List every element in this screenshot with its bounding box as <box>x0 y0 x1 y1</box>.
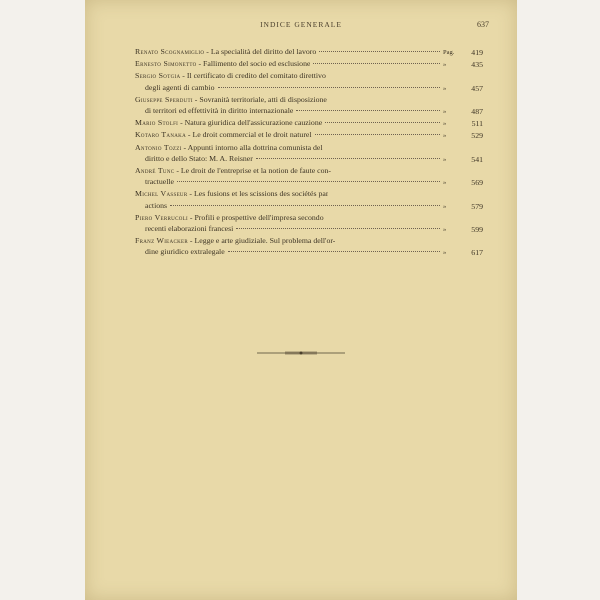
page-number: 637 <box>477 20 489 29</box>
toc-separator: - <box>192 94 200 104</box>
toc-entry-line <box>135 153 483 165</box>
toc-page-number: 511 <box>471 119 483 129</box>
toc-page-ref <box>443 177 483 188</box>
toc-author: Kotaro Tanaka <box>135 130 186 140</box>
toc-page-prefix: » <box>443 132 447 140</box>
table-of-contents <box>135 46 483 259</box>
dot-leader <box>170 205 440 206</box>
toc-title: La specialità del diritto del lavoro <box>210 47 317 56</box>
toc-page-ref <box>443 130 483 141</box>
toc-entry-heading <box>135 188 328 199</box>
toc-page-prefix: » <box>443 202 447 210</box>
toc-title: Le droit de l'entreprise et la notion de faute con- <box>180 166 332 176</box>
toc-page-ref <box>443 224 483 235</box>
toc-page-number: 435 <box>471 60 483 70</box>
toc-title-continuation: tractuelle <box>145 177 175 187</box>
toc-entry <box>135 94 483 117</box>
toc-entry-line <box>135 82 483 94</box>
toc-entry-line <box>135 46 483 58</box>
toc-separator: - <box>178 118 185 128</box>
dot-leader <box>313 63 440 64</box>
dot-leader <box>236 228 440 229</box>
toc-entry-line <box>135 165 483 176</box>
toc-entry-heading <box>135 117 322 128</box>
toc-entry <box>135 212 483 235</box>
toc-title: Profili e prospettive dell'impresa secondo <box>194 212 324 222</box>
dot-leader <box>256 158 440 159</box>
toc-separator: - <box>204 47 211 56</box>
toc-entry-line <box>135 94 483 105</box>
toc-entry-line <box>135 70 483 81</box>
toc-separator: - <box>196 59 204 69</box>
toc-page-number: 529 <box>471 131 483 141</box>
toc-entry <box>135 70 483 93</box>
toc-entry-line <box>135 200 483 212</box>
dot-leader <box>315 134 440 135</box>
toc-entry-line <box>135 58 483 70</box>
toc-author: Mario Stolfi <box>135 118 179 128</box>
toc-title-continuation: recenti elaborazioni francesi <box>145 224 234 234</box>
toc-separator: - <box>187 212 195 222</box>
toc-entry-heading <box>135 212 324 223</box>
toc-title: Natura giuridica dell'assicurazione cauzione <box>184 118 323 128</box>
toc-page-ref <box>443 118 483 129</box>
toc-title: Le droit commercial et le droit naturel <box>192 130 312 140</box>
toc-author: Michel Vasseur <box>135 189 188 199</box>
dot-leader <box>177 181 440 182</box>
toc-entry-heading <box>135 94 327 105</box>
toc-entry-line <box>135 117 483 129</box>
toc-title-continuation: actions <box>145 200 168 210</box>
running-title: INDICE GENERALE <box>260 20 342 29</box>
toc-author: Renato Scognamiglio <box>135 47 205 56</box>
toc-page-prefix: » <box>443 179 447 187</box>
toc-title-continuation: dine giuridico extralegale <box>145 247 225 257</box>
toc-page-prefix: » <box>443 108 447 116</box>
toc-page-ref <box>443 83 483 94</box>
dot-leader <box>228 251 440 252</box>
toc-entry-line <box>135 188 483 199</box>
book-page <box>85 0 517 600</box>
toc-entry-heading <box>135 46 316 57</box>
toc-page-number: 579 <box>471 201 483 211</box>
toc-entry <box>135 165 483 188</box>
toc-page-ref <box>443 201 483 212</box>
toc-separator: - <box>181 142 188 152</box>
toc-title: Les fusions et les scissions des sociétés par <box>193 189 329 199</box>
toc-page-number: 599 <box>471 225 483 235</box>
toc-separator: - <box>185 130 193 140</box>
toc-entry-line <box>135 223 483 235</box>
toc-page-prefix: » <box>443 155 447 163</box>
toc-title-continuation: degli agenti di cambio <box>145 82 215 92</box>
toc-page-prefix: Pag. <box>443 49 455 56</box>
toc-page-number: 541 <box>471 154 483 164</box>
toc-author: Antonio Tozzi <box>135 142 182 152</box>
toc-title: Appunti intorno alla dottrina comunista del <box>187 142 323 152</box>
toc-page-number: 617 <box>471 248 483 258</box>
toc-entry <box>135 46 483 58</box>
toc-author: André Tunc <box>135 166 175 176</box>
dot-leader <box>325 122 440 123</box>
toc-page-prefix: » <box>443 61 447 69</box>
toc-page-number: 419 <box>471 48 483 57</box>
toc-entry-heading <box>135 58 310 69</box>
toc-title: Legge e arte giudiziale. Sul problema dell'or- <box>194 236 336 246</box>
toc-page-ref <box>443 47 483 58</box>
toc-entry <box>135 142 483 165</box>
toc-entry-line <box>135 246 483 258</box>
toc-page-ref <box>443 154 483 165</box>
toc-title: Sovranità territoriale, atti di disposizione <box>199 94 327 104</box>
toc-entry <box>135 117 483 129</box>
toc-entry-line <box>135 129 483 141</box>
toc-entry-heading <box>135 70 326 81</box>
dot-leader <box>296 110 440 111</box>
toc-entry-heading <box>135 142 323 153</box>
toc-author: Giuseppe Sperduti <box>135 94 193 104</box>
toc-page-ref <box>443 247 483 258</box>
toc-page-prefix: » <box>443 249 447 257</box>
toc-entry-heading <box>135 129 312 140</box>
toc-entry <box>135 235 483 258</box>
toc-page-prefix: » <box>443 84 447 92</box>
toc-separator: - <box>187 236 195 246</box>
toc-page-prefix: » <box>443 120 447 128</box>
toc-entry <box>135 129 483 141</box>
toc-title: Il certificato di credito del comitato direttivo <box>186 71 326 81</box>
toc-separator: - <box>187 189 194 199</box>
toc-entry <box>135 188 483 211</box>
toc-title: Fallimento del socio ed esclusione <box>203 59 311 69</box>
toc-page-prefix: » <box>443 226 447 234</box>
toc-entry-line <box>135 176 483 188</box>
toc-entry-line <box>135 142 483 153</box>
toc-entry-line <box>135 212 483 223</box>
toc-page-ref <box>443 106 483 117</box>
toc-page-number: 457 <box>471 83 483 93</box>
toc-entry-heading <box>135 165 331 176</box>
toc-title-continuation: di territori ed effettività in diritto internazionale <box>145 106 294 116</box>
toc-entry <box>135 58 483 70</box>
toc-entry-line <box>135 235 483 246</box>
running-header <box>85 20 517 32</box>
toc-entry-heading <box>135 235 335 246</box>
toc-page-number: 487 <box>471 107 483 117</box>
toc-author: Piero Verrucoli <box>135 212 188 222</box>
closing-ornament <box>257 350 345 356</box>
dot-leader <box>319 51 440 52</box>
toc-page-number: 569 <box>471 178 483 188</box>
toc-entry-line <box>135 105 483 117</box>
toc-separator: - <box>174 166 181 176</box>
toc-page-ref <box>443 59 483 70</box>
toc-author: Sergio Sotgia <box>135 71 181 81</box>
toc-title-continuation: diritto e dello Stato: M. A. Reisner <box>145 153 253 163</box>
toc-author: Ernesto Simonetto <box>135 59 197 69</box>
dot-leader <box>218 87 440 88</box>
toc-separator: - <box>180 71 187 81</box>
toc-author: Franz Wieacker <box>135 236 188 246</box>
